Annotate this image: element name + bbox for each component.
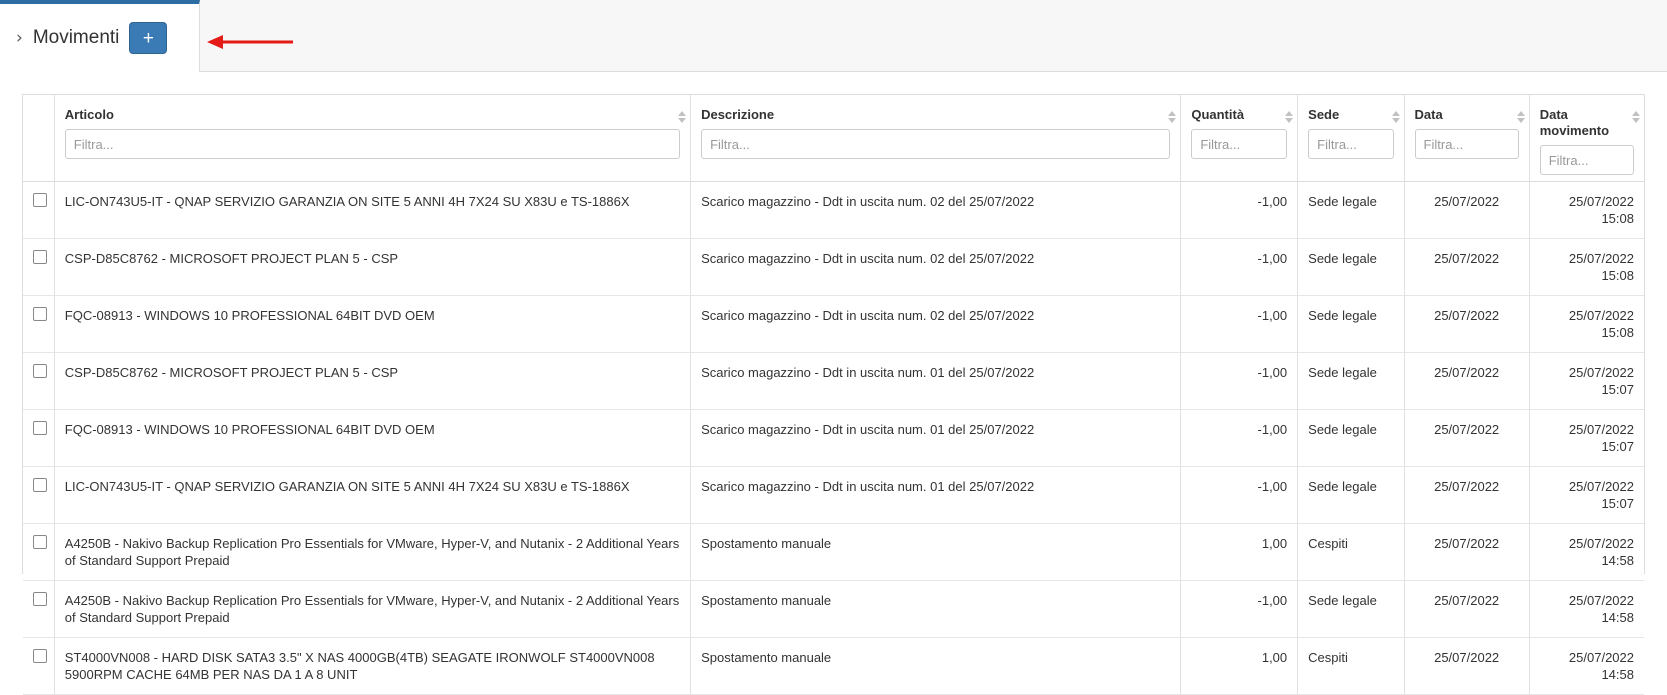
column-select bbox=[23, 95, 54, 182]
column-data-movimento[interactable] bbox=[1529, 95, 1644, 182]
table-body bbox=[23, 182, 1644, 695]
row-select-cell bbox=[23, 182, 54, 239]
column-quantita-label: Quantità bbox=[1191, 107, 1245, 122]
sort-icon[interactable] bbox=[1168, 111, 1176, 123]
red-arrow-annotation bbox=[205, 31, 295, 53]
table-row[interactable] bbox=[23, 239, 1644, 296]
sort-icon[interactable] bbox=[1392, 111, 1400, 123]
cell-quantita: -1,00 bbox=[1181, 296, 1298, 353]
row-checkbox[interactable] bbox=[33, 193, 47, 207]
filter-input-data[interactable] bbox=[1415, 129, 1519, 159]
column-descrizione[interactable] bbox=[691, 95, 1181, 182]
column-articolo[interactable] bbox=[54, 95, 690, 182]
cell-quantita: -1,00 bbox=[1181, 182, 1298, 239]
filter-input-data-movimento[interactable] bbox=[1540, 145, 1634, 175]
chevron-right-icon[interactable]: › bbox=[16, 27, 23, 48]
cell-sede: Sede legale bbox=[1298, 296, 1404, 353]
cell-quantita: -1,00 bbox=[1181, 353, 1298, 410]
cell-sede: Cespiti bbox=[1298, 638, 1404, 695]
row-select-cell bbox=[23, 638, 54, 695]
cell-quantita: -1,00 bbox=[1181, 467, 1298, 524]
cell-data: 25/07/2022 bbox=[1404, 581, 1529, 638]
table-row[interactable] bbox=[23, 581, 1644, 638]
cell-data-movimento: 25/07/2022 15:08 bbox=[1529, 296, 1644, 353]
cell-data: 25/07/2022 bbox=[1404, 524, 1529, 581]
sort-icon[interactable] bbox=[678, 111, 686, 123]
cell-data: 25/07/2022 bbox=[1404, 638, 1529, 695]
cell-descrizione: Scarico magazzino - Ddt in uscita num. 02 del 25/07/2022 bbox=[691, 296, 1181, 353]
table-row[interactable] bbox=[23, 524, 1644, 581]
cell-descrizione: Scarico magazzino - Ddt in uscita num. 01 del 25/07/2022 bbox=[691, 353, 1181, 410]
cell-data-movimento: 25/07/2022 14:58 bbox=[1529, 524, 1644, 581]
row-select-cell bbox=[23, 524, 54, 581]
row-select-cell bbox=[23, 410, 54, 467]
row-checkbox[interactable] bbox=[33, 421, 47, 435]
cell-descrizione: Spostamento manuale bbox=[691, 638, 1181, 695]
table-row[interactable] bbox=[23, 410, 1644, 467]
movimenti-table bbox=[23, 95, 1644, 695]
row-select-cell bbox=[23, 296, 54, 353]
column-articolo-label: Articolo bbox=[64, 107, 114, 122]
table-row[interactable] bbox=[23, 467, 1644, 524]
cell-data: 25/07/2022 bbox=[1404, 296, 1529, 353]
row-checkbox[interactable] bbox=[33, 364, 47, 378]
column-descrizione-label: Descrizione bbox=[701, 107, 775, 122]
cell-sede: Sede legale bbox=[1298, 182, 1404, 239]
cell-quantita: 1,00 bbox=[1181, 638, 1298, 695]
column-sede-label: Sede bbox=[1308, 107, 1340, 122]
cell-data: 25/07/2022 bbox=[1404, 467, 1529, 524]
table-row[interactable] bbox=[23, 296, 1644, 353]
cell-sede: Cespiti bbox=[1298, 524, 1404, 581]
column-sede[interactable] bbox=[1298, 95, 1404, 182]
cell-sede: Sede legale bbox=[1298, 239, 1404, 296]
cell-sede: Sede legale bbox=[1298, 410, 1404, 467]
sort-icon[interactable] bbox=[1517, 111, 1525, 123]
table-header-row bbox=[23, 95, 1644, 182]
cell-articolo: ST4000VN008 - HARD DISK SATA3 3.5" X NAS 4000GB(4TB) SEAGATE IRONWOLF ST4000VN008 5900RPM CACHE 64MB PER NAS DA 1 A 8 UNIT bbox=[54, 638, 690, 695]
cell-quantita: 1,00 bbox=[1181, 524, 1298, 581]
cell-data-movimento: 25/07/2022 15:07 bbox=[1529, 410, 1644, 467]
filter-input-sede[interactable] bbox=[1308, 129, 1393, 159]
column-data[interactable] bbox=[1404, 95, 1529, 182]
cell-articolo: LIC-ON743U5-IT - QNAP SERVIZIO GARANZIA ON SITE 5 ANNI 4H 7X24 SU X83U e TS-1886X bbox=[54, 182, 690, 239]
cell-data-movimento: 25/07/2022 15:07 bbox=[1529, 353, 1644, 410]
cell-descrizione: Scarico magazzino - Ddt in uscita num. 01 del 25/07/2022 bbox=[691, 467, 1181, 524]
cell-quantita: -1,00 bbox=[1181, 410, 1298, 467]
cell-data: 25/07/2022 bbox=[1404, 239, 1529, 296]
row-checkbox[interactable] bbox=[33, 649, 47, 663]
cell-data-movimento: 25/07/2022 15:07 bbox=[1529, 467, 1644, 524]
cell-articolo: CSP-D85C8762 - MICROSOFT PROJECT PLAN 5 - CSP bbox=[54, 353, 690, 410]
cell-quantita: -1,00 bbox=[1181, 581, 1298, 638]
filter-input-articolo[interactable] bbox=[65, 129, 680, 159]
column-quantita[interactable] bbox=[1181, 95, 1298, 182]
movimenti-table-container bbox=[22, 94, 1645, 682]
row-select-cell bbox=[23, 353, 54, 410]
table-row[interactable] bbox=[23, 638, 1644, 695]
row-checkbox[interactable] bbox=[33, 250, 47, 264]
cell-descrizione: Scarico magazzino - Ddt in uscita num. 01 del 25/07/2022 bbox=[691, 410, 1181, 467]
cell-data-movimento: 25/07/2022 15:08 bbox=[1529, 182, 1644, 239]
row-select-cell bbox=[23, 581, 54, 638]
cell-articolo: FQC-08913 - WINDOWS 10 PROFESSIONAL 64BIT DVD OEM bbox=[54, 410, 690, 467]
cell-descrizione: Spostamento manuale bbox=[691, 524, 1181, 581]
cell-articolo: A4250B - Nakivo Backup Replication Pro Essentials for VMware, Hyper-V, and Nutanix - 2 Additional Years of Standard Support Prepaid bbox=[54, 524, 690, 581]
cell-data: 25/07/2022 bbox=[1404, 353, 1529, 410]
table-row[interactable] bbox=[23, 182, 1644, 239]
cell-quantita: -1,00 bbox=[1181, 239, 1298, 296]
row-checkbox[interactable] bbox=[33, 307, 47, 321]
cell-descrizione: Spostamento manuale bbox=[691, 581, 1181, 638]
tab-movimenti-label: Movimenti bbox=[32, 27, 120, 48]
cell-data-movimento: 25/07/2022 15:08 bbox=[1529, 239, 1644, 296]
row-select-cell bbox=[23, 239, 54, 296]
cell-descrizione: Scarico magazzino - Ddt in uscita num. 02 del 25/07/2022 bbox=[691, 239, 1181, 296]
row-select-cell bbox=[23, 467, 54, 524]
cell-sede: Sede legale bbox=[1298, 581, 1404, 638]
cell-articolo: CSP-D85C8762 - MICROSOFT PROJECT PLAN 5 - CSP bbox=[54, 239, 690, 296]
cell-descrizione: Scarico magazzino - Ddt in uscita num. 02 del 25/07/2022 bbox=[691, 182, 1181, 239]
row-checkbox[interactable] bbox=[33, 592, 47, 606]
table-row[interactable] bbox=[23, 353, 1644, 410]
cell-articolo: LIC-ON743U5-IT - QNAP SERVIZIO GARANZIA ON SITE 5 ANNI 4H 7X24 SU X83U e TS-1886X bbox=[54, 467, 690, 524]
cell-articolo: FQC-08913 - WINDOWS 10 PROFESSIONAL 64BIT DVD OEM bbox=[54, 296, 690, 353]
cell-sede: Sede legale bbox=[1298, 467, 1404, 524]
cell-data-movimento: 25/07/2022 14:58 bbox=[1529, 581, 1644, 638]
row-checkbox[interactable] bbox=[33, 535, 47, 549]
cell-data: 25/07/2022 bbox=[1404, 182, 1529, 239]
cell-data: 25/07/2022 bbox=[1404, 410, 1529, 467]
column-data-movimento-label: Data movimento bbox=[1539, 107, 1610, 138]
filter-input-quantita[interactable] bbox=[1191, 129, 1287, 159]
cell-data-movimento: 25/07/2022 14:58 bbox=[1529, 638, 1644, 695]
cell-sede: Sede legale bbox=[1298, 353, 1404, 410]
row-checkbox[interactable] bbox=[33, 478, 47, 492]
tab-movimenti-content bbox=[0, 4, 200, 72]
sort-icon[interactable] bbox=[1632, 111, 1640, 123]
column-data-label: Data bbox=[1414, 107, 1443, 122]
add-button[interactable]: + bbox=[129, 22, 167, 54]
sort-icon[interactable] bbox=[1285, 111, 1293, 123]
cell-articolo: A4250B - Nakivo Backup Replication Pro Essentials for VMware, Hyper-V, and Nutanix - 2 Additional Years of Standard Support Prepaid bbox=[54, 581, 690, 638]
tab-strip bbox=[0, 0, 1667, 72]
filter-input-descrizione[interactable] bbox=[701, 129, 1170, 159]
